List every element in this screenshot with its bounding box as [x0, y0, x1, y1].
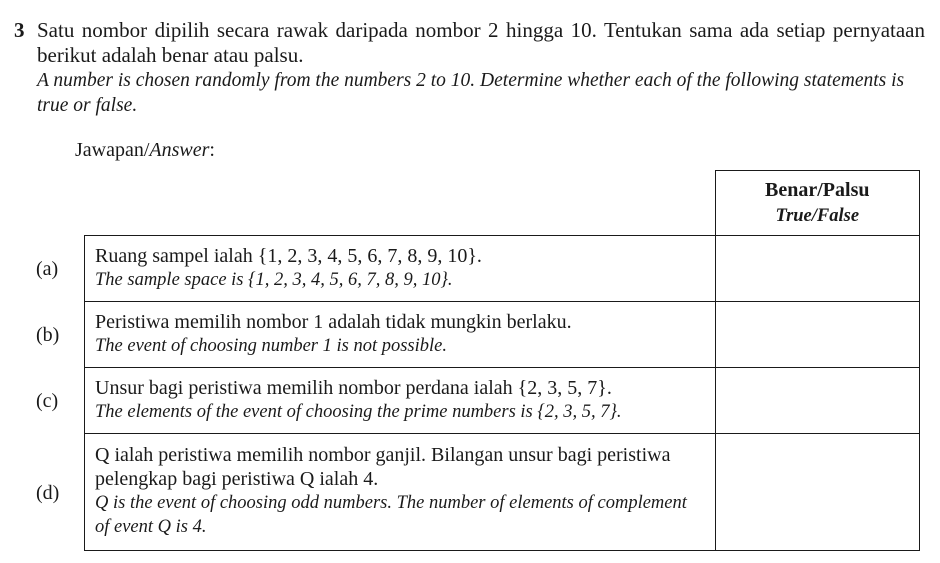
statement-english: The sample space is {1, 2, 3, 4, 5, 6, 7, 8, 9, 10}.: [95, 269, 453, 290]
table-row: [85, 236, 920, 302]
statement-english: Q is the event of choosing odd numbers. The number of elements of complement of event Q is 4.: [95, 493, 687, 537]
header-true-false-english: True/False: [775, 206, 860, 226]
statement-malay: Q ialah peristiwa memilih nombor ganjil. Bilangan unsur bagi peristiwa pelengkap bagi peristiwa Q ialah 4.: [95, 444, 671, 490]
statement-malay: Peristiwa memilih nombor 1 adalah tidak mungkin berlaku.: [95, 310, 572, 333]
table-row: [85, 368, 920, 434]
question-text-malay: Satu nombor dipilih secara rawak daripada nombor 2 hingga 10. Tentukan sama ada setiap pernyataan berikut adalah benar atau palsu.: [37, 18, 925, 67]
statement-malay: Unsur bagi peristiwa memilih nombor perdana ialah {2, 3, 5, 7}.: [95, 376, 612, 399]
statement-english: The elements of the event of choosing the prime numbers is {2, 3, 5, 7}.: [95, 401, 622, 422]
table-row: [85, 302, 920, 368]
row-label-b: (b): [36, 324, 60, 346]
answer-label-colon: :: [209, 139, 215, 161]
header-true-false: [715, 171, 919, 236]
question-text: [37, 18, 925, 118]
answer-cell-d[interactable]: [715, 434, 919, 551]
answer-label: [75, 139, 215, 162]
answer-cell-a[interactable]: [715, 236, 919, 302]
header-blank-cell: [85, 171, 716, 236]
question-text-english: A number is chosen randomly from the numbers 2 to 10. Determine whether each of the following statements is true or false.: [37, 70, 905, 116]
answer-cell-c[interactable]: [715, 368, 919, 434]
statement-english: The event of choosing number 1 is not possible.: [95, 335, 447, 356]
question-number: 3: [14, 18, 25, 42]
statement-cell-b: [85, 302, 716, 368]
header-true-false-malay: Benar/Palsu: [765, 179, 870, 201]
statement-cell-c: [85, 368, 716, 434]
table-header-row: [85, 171, 920, 236]
statement-malay: Ruang sampel ialah {1, 2, 3, 4, 5, 6, 7, 8, 9, 10}.: [95, 244, 482, 267]
row-label-d: (d): [36, 482, 60, 504]
statement-cell-d: [85, 434, 716, 551]
row-label-a: (a): [36, 258, 59, 280]
answer-label-english: Answer: [149, 139, 210, 161]
statements-table: [84, 170, 920, 551]
row-label-c: (c): [36, 390, 59, 412]
answer-label-malay: Jawapan/: [75, 139, 150, 161]
answer-cell-b[interactable]: [715, 302, 919, 368]
statement-cell-a: [85, 236, 716, 302]
table-row: [85, 434, 920, 551]
